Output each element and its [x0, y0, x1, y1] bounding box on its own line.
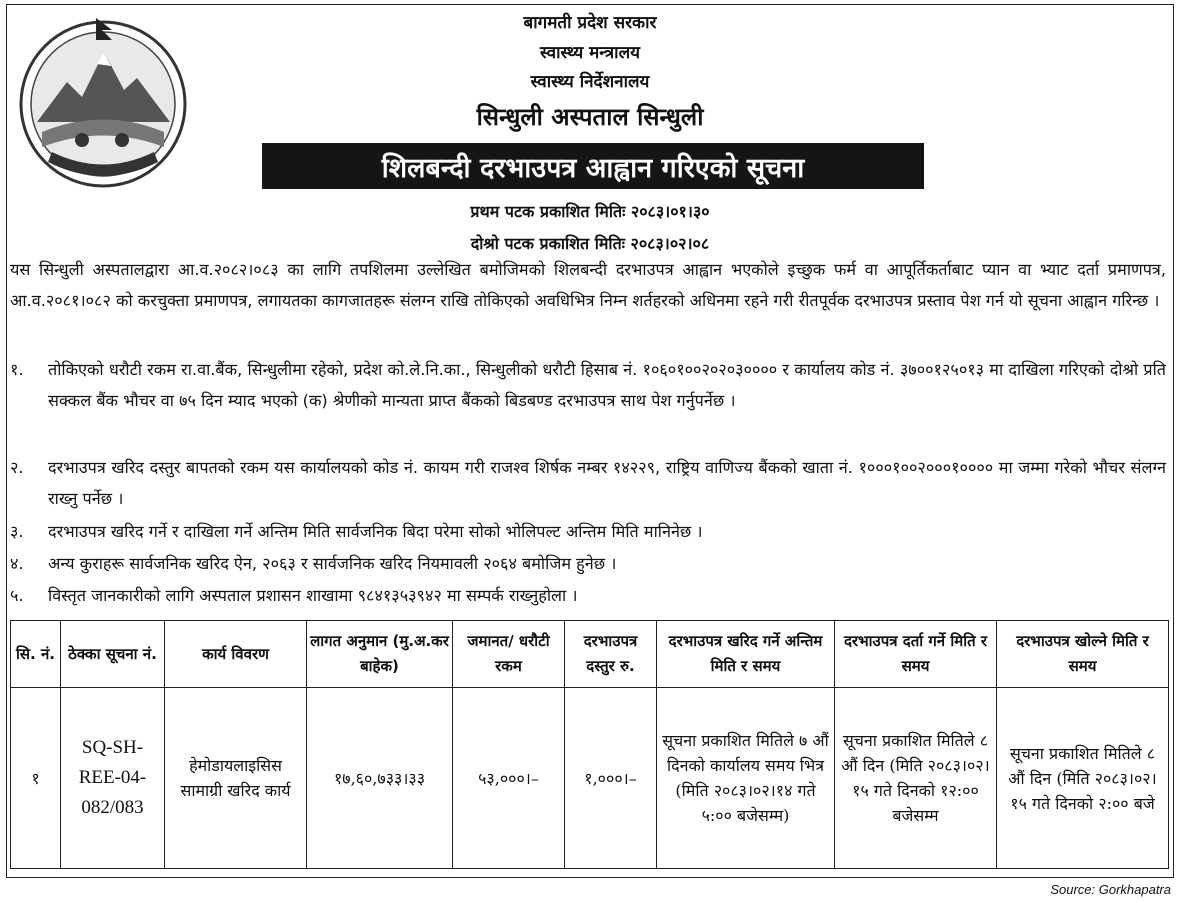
second-publish-date: दोश्रो पटक प्रकाशित मितिः २०८३।०२।०८	[470, 234, 710, 253]
cell-purchase-deadline: सूचना प्रकाशित मितिले ७ औं दिनको कार्यालय समय भित्र (मिति २०८३।०२।१४ गते ५:०० बजेसम्म)	[657, 688, 835, 869]
condition-text: दरभाउपत्र खरिद दस्तुर बापतको रकम यस कार्यालयको कोड नं. कायम गरी राजश्व शिर्षक नम्बर १४२२९, राष्ट्रिय वाणिज्य बैंकको खाता नं. १०००१००२०००१०००० मा जम्मा गरेको भौचर संलग्न राख्नु पर्नेछ ।	[48, 458, 1166, 508]
condition-text: तोकिएको धरौटी रकम रा.वा.बैंक, सिन्धुलीमा रहेको, प्रदेश को.ले.नि.का., सिन्धुलीको धरौटी हिसाब नं. १०६०१००२०२०३०००० र कार्यालय कोड नं. ३७००१२५०१३ मा दाखिला गरिएको दोश्रो प्रति सक्कल बैंक भौचर वा ७५ दिन म्याद भएको (क) श्रेणीको मान्यता प्राप्त बैंकको बिडबण्ड दरभाउपत्र साथ पेश गर्नुपर्नेछ ।	[48, 360, 1166, 410]
tender-table	[10, 620, 1169, 869]
cell-fee: १,०००।–	[565, 688, 657, 869]
condition-item	[10, 354, 1166, 416]
header-cost-estimate: लागत अनुमान (मु.अ.कर बाहेक)	[307, 621, 453, 688]
source-credit: Source: Gorkhapatra	[1050, 882, 1171, 897]
condition-item	[10, 580, 1166, 611]
condition-number: १.	[10, 360, 24, 379]
condition-item	[10, 548, 1166, 579]
header-purchase-deadline: दरभाउपत्र खरिद गर्ने अन्तिम मिति र समय	[657, 621, 835, 688]
condition-text: दरभाउपत्र खरिद गर्ने र दाखिला गर्ने अन्तिम मिति सार्वजनिक बिदा परेमा सोको भोलिपल्ट अन्तिम मिति मानिनेछ ।	[48, 522, 703, 541]
header-work-description: कार्य विवरण	[165, 621, 307, 688]
condition-number: ५.	[10, 586, 24, 605]
cell-deposit: ५३,०००।–	[453, 688, 565, 869]
nepal-emblem-icon	[12, 12, 194, 190]
intro-paragraph: यस सिन्धुली अस्पतालद्वारा आ.व.२०८२।०८३ का लागि तपशिलमा उल्लेखित बमोजिमको शिलबन्दी दरभाउपत्र आह्वान भएकोले इच्छुक फर्म वा आपूर्तिकर्ताबाट प्यान वा भ्याट दर्ता प्रमाणपत्र, आ.व.२०८१।०८२ को करचुक्ता प्रमाणपत्र, लगायतका कागजातहरू संलग्न राखि तोकिएको अवधिभित्र निम्न शर्तहरको अधिनमा रहने गरी रीतपूर्वक दरभाउपत्र प्रस्ताव पेश गर्न यो सूचना आह्वान गरिन्छ ।	[10, 260, 1166, 310]
condition-number: २.	[10, 458, 24, 477]
province-government: बागमती प्रदेश सरकार	[523, 13, 657, 33]
header-contract-no: ठेक्का सूचना नं.	[61, 621, 165, 688]
condition-text: विस्तृत जानकारीको लागि अस्पताल प्रशासन शाखामा ९८४१३५३९४२ मा सम्पर्क राख्नुहोला ।	[48, 586, 578, 605]
table-header-row	[11, 621, 1169, 688]
condition-number: ३.	[10, 522, 24, 541]
header-fee: दरभाउपत्र दस्तुर रु.	[565, 621, 657, 688]
cell-serial: १	[11, 688, 61, 869]
notice-title: शिलबन्दी दरभाउपत्र आह्वान गरिएको सूचना	[262, 143, 924, 189]
header-deposit: जमानत/ धरौटी रकम	[453, 621, 565, 688]
hospital-name: सिन्धुली अस्पताल सिन्धुली	[476, 103, 704, 131]
header-submission: दरभाउपत्र दर्ता गर्ने मिति र समय	[835, 621, 997, 688]
health-ministry: स्वास्थ्य मन्त्रालय	[540, 43, 640, 63]
cell-opening: सूचना प्रकाशित मितिले ८ औं दिन (मिति २०८३।०२।१५ गते दिनको २:०० बजे	[997, 688, 1169, 869]
table-row	[11, 688, 1169, 869]
condition-number: ४.	[10, 554, 24, 573]
cell-cost-estimate: १७,६०,७३३।३३	[307, 688, 453, 869]
first-publish-date: प्रथम पटक प्रकाशित मितिः २०८३।०१।३०	[470, 202, 710, 221]
health-directorate: स्वास्थ्य निर्देशनालय	[530, 72, 650, 92]
header-opening: दरभाउपत्र खोल्ने मिति र समय	[997, 621, 1169, 688]
header-serial: सि. नं.	[11, 621, 61, 688]
condition-item	[10, 452, 1166, 514]
cell-work-description: हेमोडायलाइसिस सामाग्री खरिद कार्य	[165, 688, 307, 869]
condition-item	[10, 516, 1166, 547]
cell-submission: सूचना प्रकाशित मितिले ८ औं दिन (मिति २०८३।०२।१५ गते दिनको १२:०० बजेसम्म	[835, 688, 997, 869]
cell-contract-no: SQ-SH-REE-04-082/083	[61, 688, 165, 869]
condition-text: अन्य कुराहरू सार्वजनिक खरिद ऐन, २०६३ र सार्वजनिक खरिद नियमावली २०६४ बमोजिम हुनेछ ।	[48, 554, 617, 573]
